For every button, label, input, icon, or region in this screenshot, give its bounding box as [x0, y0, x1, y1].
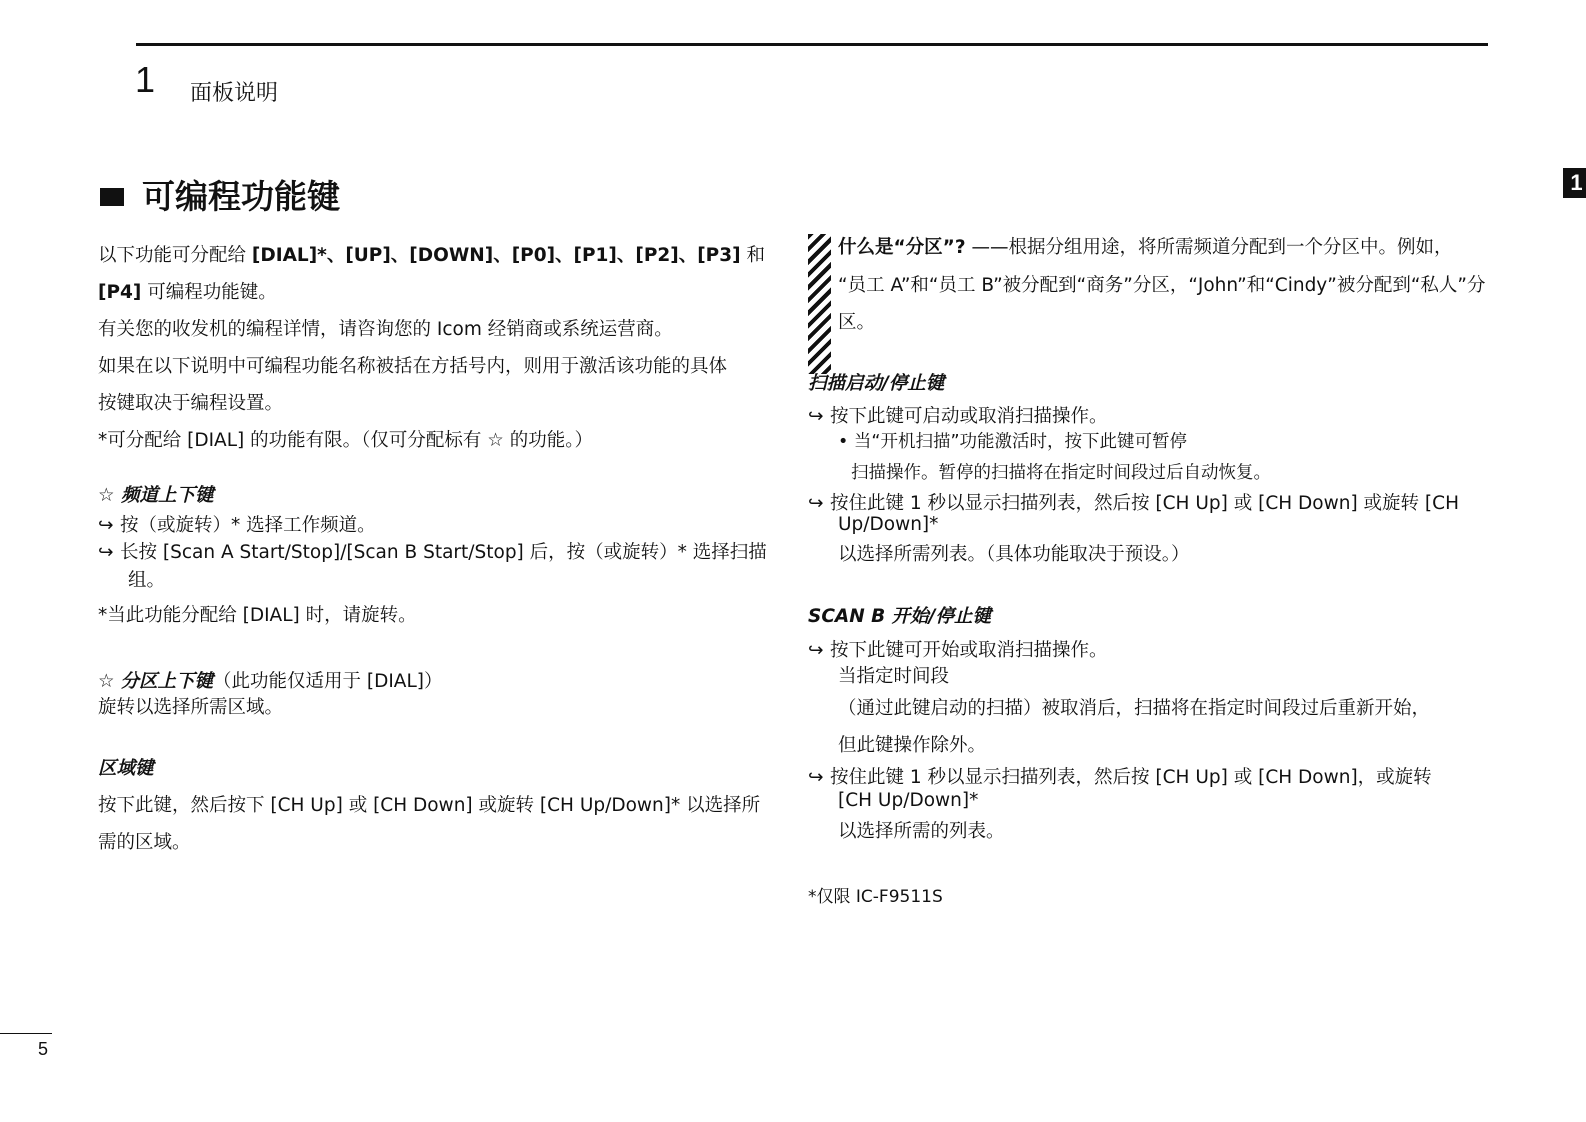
chapter-side-tab: 1	[1563, 168, 1586, 198]
scan-b-line-b: （通过此键启动的扫描）被取消后，扫描将在指定时间段过后重新开始，	[838, 698, 1431, 719]
scan-b-item-2-cont: [CH Up/Down]*	[838, 790, 979, 811]
zone-updown-desc: 旋转以选择所需区域。	[98, 697, 284, 718]
ch-updown-note: *当此功能分配给 [DIAL] 时，请旋转。	[98, 605, 417, 626]
bullet-arrow-icon: ↪	[808, 493, 824, 514]
intro-line-5: *可分配给 [DIAL] 的功能有限。（仅可分配标有 ☆ 的功能。）	[98, 430, 593, 451]
ch-updown-heading: ☆ 频道上下键	[98, 485, 214, 506]
intro-line-3: 有关您的收发机的编程详情，请咨询您的 Icom 经销商或系统运营商。	[98, 319, 673, 340]
scan-b-item-2-tail: 以选择所需的列表。	[838, 821, 1005, 842]
section-title	[100, 176, 340, 218]
scan-start-heading: 扫描启动/停止键	[808, 373, 945, 394]
scan-b-item-2: ↪ 按住此键 1 秒以显示扫描列表，然后按 [CH Up] 或 [CH Down]，或旋转	[808, 767, 1432, 788]
intro-line-4a: 如果在以下说明中可编程功能名称被括在方括号内，则用于激活该功能的具体	[98, 356, 728, 377]
bullet-arrow-icon: ↪	[98, 515, 114, 536]
scan-start-item-2: ↪ 按住此键 1 秒以显示扫描列表，然后按 [CH Up] 或 [CH Down] 或旋转 [CH	[808, 493, 1459, 514]
tip-line-2: “员工 A”和“员工 B”被分配到“商务”分区，“John”和“Cindy”被分配到“私人”分	[838, 275, 1486, 296]
bullet-arrow-icon: ↪	[808, 767, 824, 788]
section-square-icon	[100, 188, 124, 206]
section-title-text: 可编程功能键	[142, 177, 340, 216]
scan-start-item-2-tail: 以选择所需列表。（具体功能取决于预设。）	[838, 544, 1190, 565]
scan-b-heading: SCAN B 开始/停止键	[808, 606, 991, 627]
scan-start-sub-a: • 当“开机扫描”功能激活时，按下此键可暂停	[838, 432, 1188, 452]
top-rule	[136, 43, 1488, 46]
zone-updown-heading: ☆ 分区上下键（此功能仅适用于 [DIAL]）	[98, 671, 443, 692]
chapter-number: 1	[135, 59, 156, 100]
chapter-title: 面板说明	[190, 81, 279, 106]
bullet-arrow-icon: ↪	[98, 542, 114, 563]
tip-line-3: 区。	[838, 312, 876, 333]
page-number-rule	[0, 1033, 52, 1034]
scan-b-item-1: ↪ 按下此键可开始或取消扫描操作。	[808, 640, 1108, 661]
zone-key-desc-a: 按下此键，然后按下 [CH Up] 或 [CH Down] 或旋转 [CH Up/Down]* 以选择所	[98, 795, 761, 816]
page-number: 5	[38, 1039, 49, 1059]
ch-updown-item-1: ↪ 按（或旋转）* 选择工作频道。	[98, 515, 376, 536]
scan-start-sub-b: 扫描操作。暂停的扫描将在指定时间段过后自动恢复。	[851, 463, 1271, 483]
intro-line-2: [P4] 可编程功能键。	[98, 282, 277, 303]
scan-b-line-a: 当指定时间段	[838, 666, 950, 687]
bullet-arrow-icon: ↪	[808, 640, 824, 661]
intro-line-1: 以下功能可分配给 [DIAL]*、[UP]、[DOWN]、[P0]、[P1]、[P2]、[P3] 和	[98, 245, 765, 266]
zone-key-desc-b: 需的区域。	[98, 832, 191, 853]
tip-hatch-bar	[808, 234, 831, 374]
intro-line-4b: 按键取决于编程设置。	[98, 393, 284, 414]
bullet-arrow-icon: ↪	[808, 406, 824, 427]
tip-line-1: 什么是“分区”? ——根据分组用途，将所需频道分配到一个分区中。例如，	[838, 237, 1453, 258]
ch-updown-item-2: ↪ 长按 [Scan A Start/Stop]/[Scan B Start/Stop] 后，按（或旋转）* 选择扫描	[98, 542, 767, 563]
ch-updown-item-2-cont: 组。	[128, 570, 166, 591]
star-icon: ☆	[98, 671, 121, 692]
key-list: [DIAL]*、[UP]、[DOWN]、[P0]、[P1]、[P2]、[P3]	[251, 245, 741, 266]
scan-b-line-c: 但此键操作除外。	[838, 735, 987, 756]
scan-start-item-1: ↪ 按下此键可启动或取消扫描操作。	[808, 406, 1108, 427]
zone-key-heading: 区域键	[98, 758, 154, 779]
footnote: *仅限 IC-F9511S	[808, 887, 943, 907]
scan-start-item-2-cont: Up/Down]*	[838, 514, 939, 535]
